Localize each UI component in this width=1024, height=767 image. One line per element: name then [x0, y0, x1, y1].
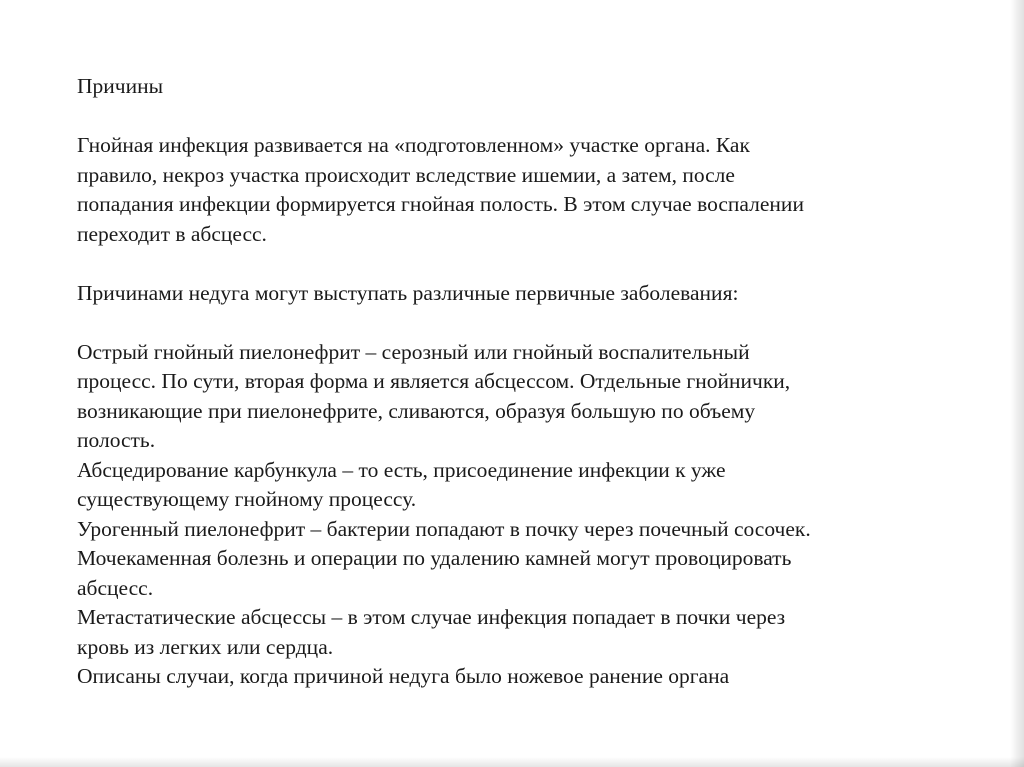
spacer	[77, 102, 977, 132]
text-body	[77, 72, 977, 692]
intro-line: переходит в абсцесс.	[77, 221, 267, 246]
cause-line: Мочекаменная болезнь и операции по удалению камней могут провоцировать	[77, 546, 792, 570]
cause-line: Описаны случаи, когда причиной недуга было ножевое ранение органа	[77, 664, 730, 688]
cause-line: Метастатические абсцессы – в этом случае инфекция попадает в почки через	[77, 605, 786, 629]
cause-line: Острый гнойный пиелонефрит – серозный или гнойный воспалительный	[77, 339, 750, 364]
spacer	[77, 249, 977, 279]
cause-line: абсцесс.	[77, 575, 154, 600]
cause-line: кровь из легких или сердца.	[77, 634, 334, 659]
cause-line: возникающие при пиелонефрите, сливаются, образуя большую по объему	[77, 398, 756, 423]
intro-line: правило, некроз участка происходит вследствие ишемии, а затем, после	[77, 162, 735, 187]
intro-line: Гнойная инфекция развивается на «подготовленном» участке органа. Как	[77, 133, 750, 157]
slide-edge-shadow	[1010, 0, 1024, 767]
cause-line: существующему гнойному процессу.	[77, 487, 417, 511]
cause-line: Абсцедирование карбункула – то есть, присоединение инфекции к уже	[77, 457, 726, 482]
intro-line: попадания инфекции формируется гнойная полость. В этом случае воспалении	[77, 192, 804, 216]
cause-line: Урогенный пиелонефрит – бактерии попадают в почку через почечный сосочек.	[77, 516, 811, 541]
causes-intro: Причинами недуга могут выступать различные первичные заболевания:	[77, 280, 739, 305]
section-heading: Причины	[77, 74, 164, 98]
slide-edge-shadow	[0, 757, 1024, 767]
cause-line: полость.	[77, 428, 156, 452]
spacer	[77, 308, 977, 338]
cause-line: процесс. По сути, вторая форма и является абсцессом. Отдельные гнойнички,	[77, 369, 791, 393]
